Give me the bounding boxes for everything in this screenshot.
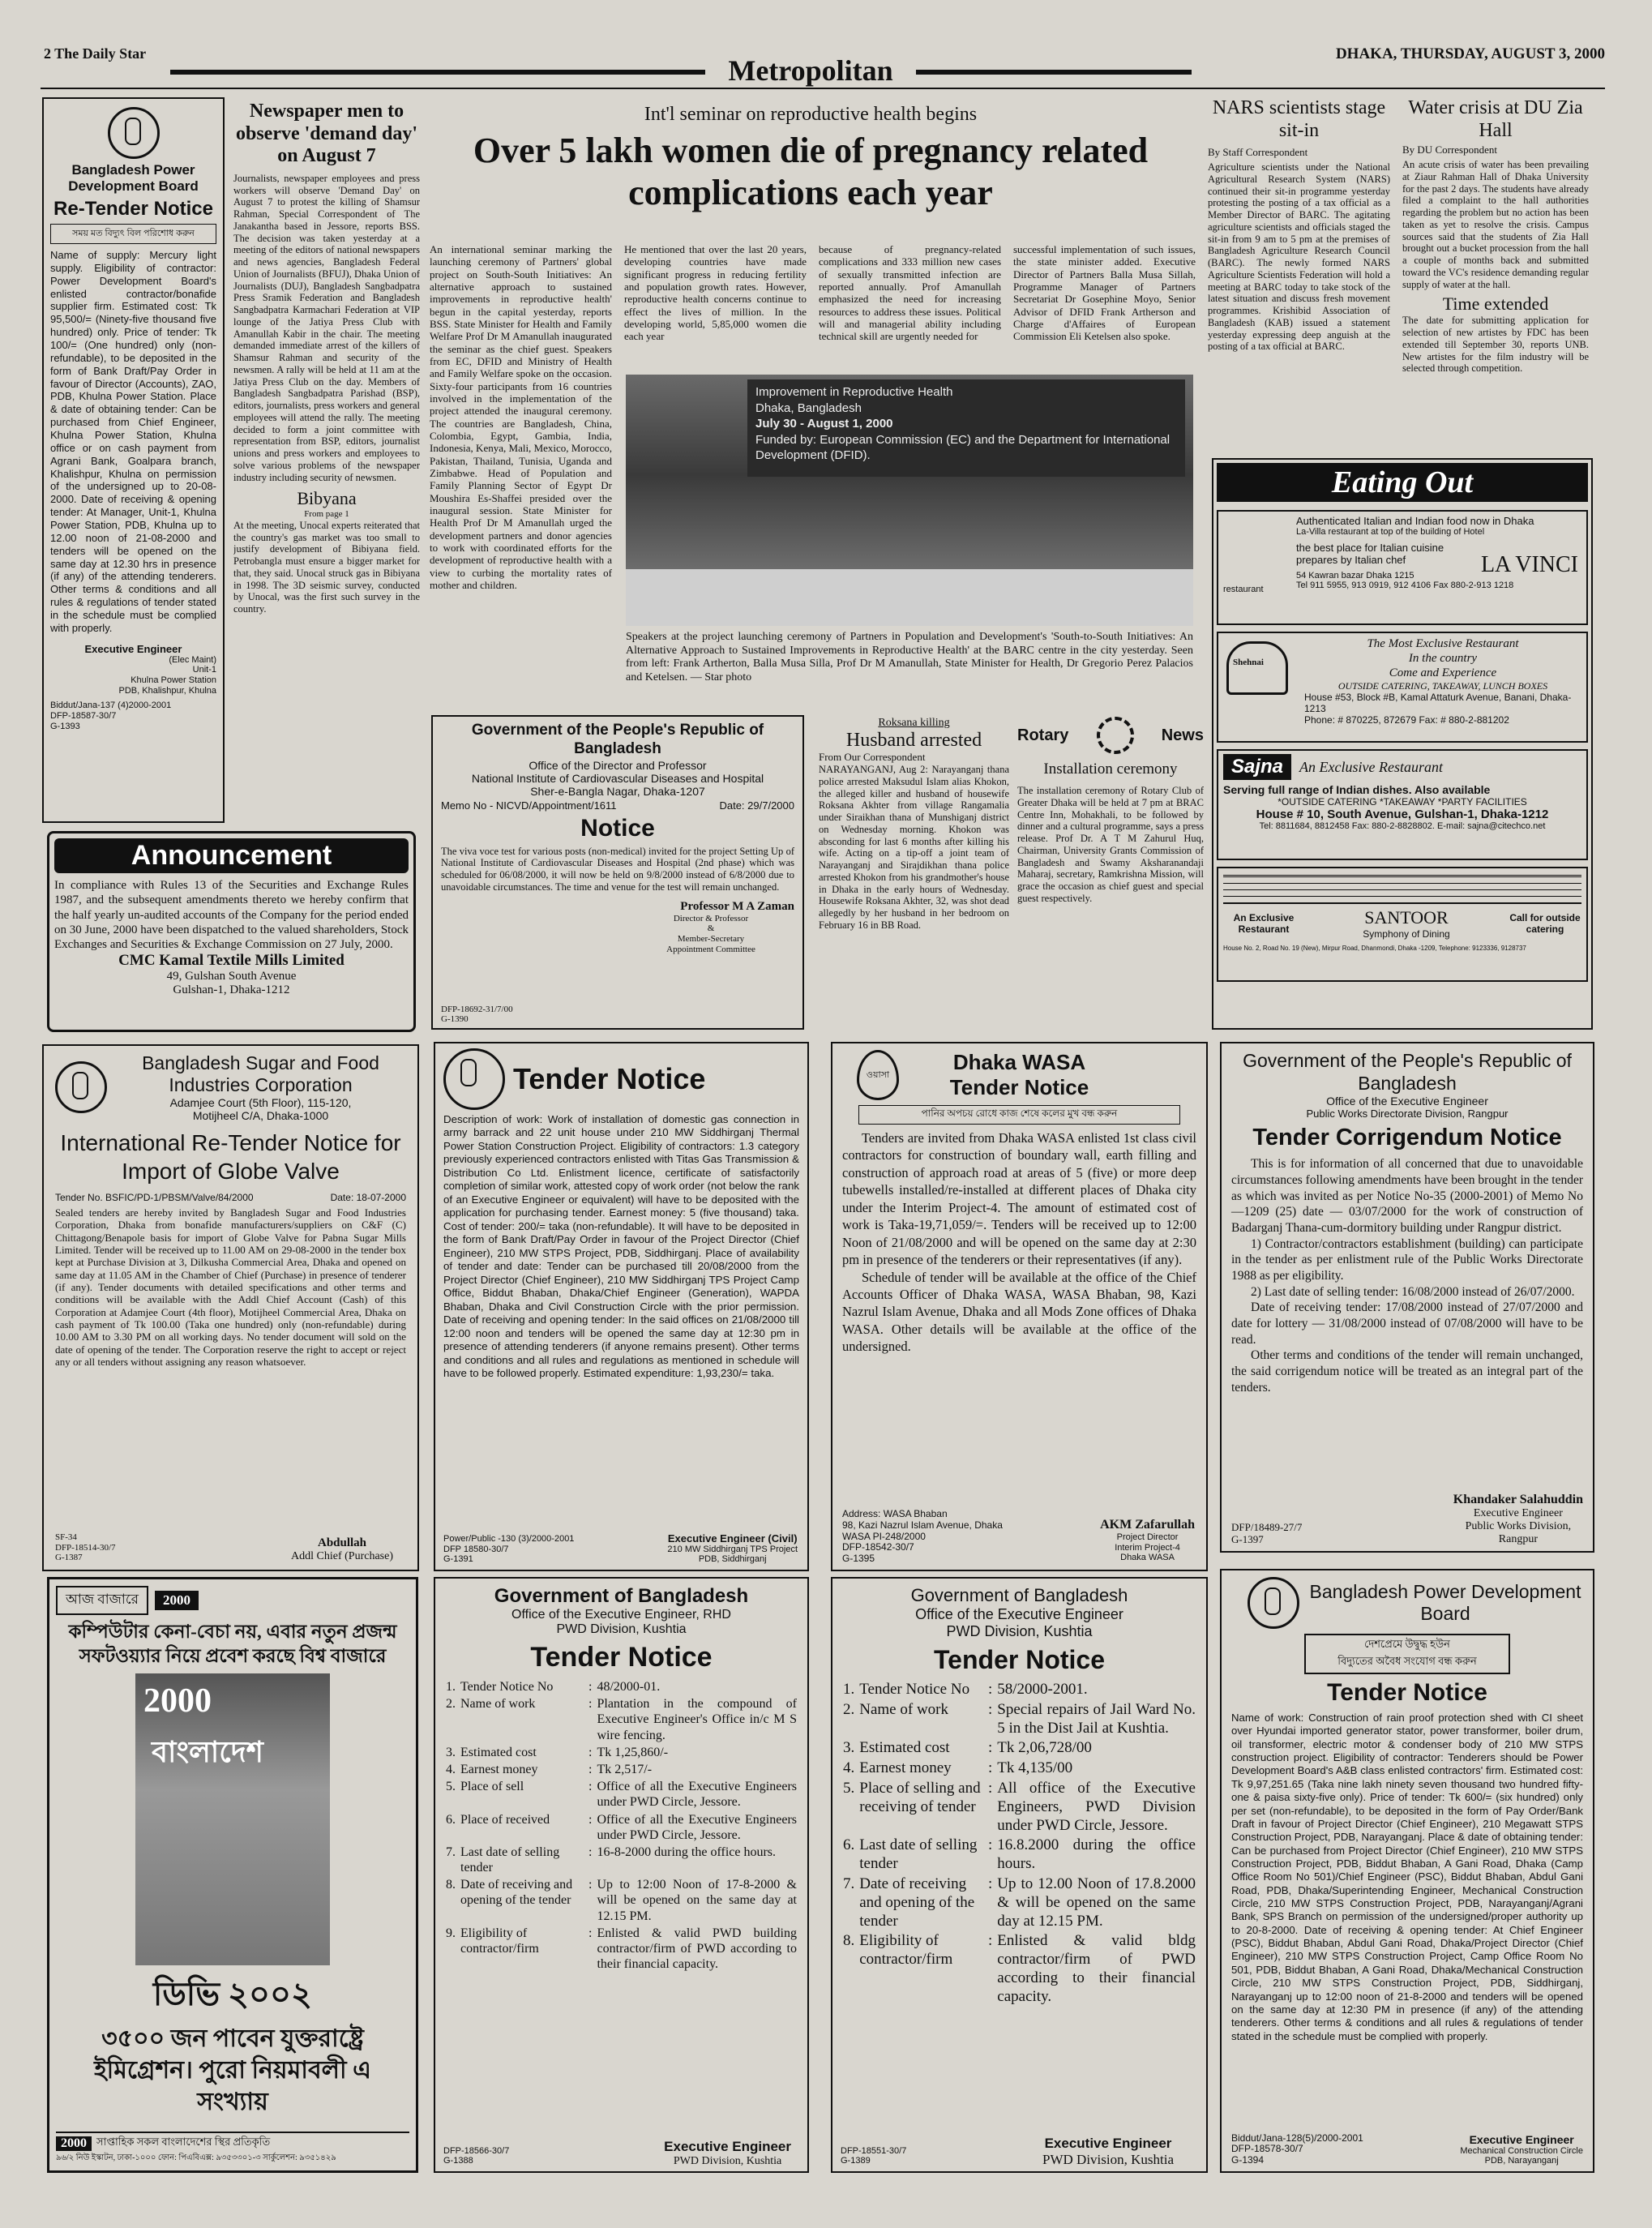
- kushtia-division: PWD Division, Kushtia: [556, 1622, 687, 1636]
- sign-line: Executive Engineer: [1473, 1507, 1563, 1519]
- sugar-date: Date: 18-07-2000: [330, 1192, 406, 1203]
- row-key: Date of receiving and opening of the tender: [460, 1878, 573, 1908]
- row-sep: :: [988, 1700, 993, 1718]
- wasa-address: Address: WASA Bhaban 98, Kazi Nazrul Islam Avenue, Dhaka WASA PI-248/2000 DFP-18542-30/7 G-1395: [842, 1508, 1003, 1565]
- lavinci-phone: Tel 911 5955, 913 0919, 912 4106 Fax 880-2-913 1218: [1296, 581, 1514, 590]
- ad-ref: DFP-18551-30/7 G-1389: [841, 2145, 907, 2166]
- nicvd-gov: Government of the People's Republic of Bangladesh: [471, 722, 764, 757]
- nars-byline: By Staff Correspondent: [1208, 146, 1308, 159]
- nars-headline: NARS scientists stage sit-in: [1212, 97, 1386, 141]
- lead-kicker: Int'l seminar on reproductive health begins: [644, 104, 978, 125]
- row-value: 58/2000-2001.: [997, 1681, 1088, 1698]
- lavinci-address: 54 Kawran bazar Dhaka 1215: [1296, 571, 1414, 581]
- sajna-line: Serving full range of Indian dishes. Also available: [1223, 783, 1491, 796]
- lead-headline: Over 5 lakh women die of pregnancy related complications each year: [473, 131, 1149, 212]
- sajna-phone: Tel: 8811684, 8812458 Fax: 880-2-8828802. E-mail: sajna@citechco.net: [1259, 821, 1546, 831]
- wasa-logo-text: ওয়াসা: [866, 1069, 890, 1080]
- announcement-company: CMC Kamal Textile Mills Limited: [118, 952, 345, 970]
- nicvd-sign-lines: [627, 914, 794, 955]
- sajna-ad: [1217, 749, 1588, 860]
- dateline: DHAKA, THURSDAY, AUGUST 3, 2000: [1335, 45, 1605, 62]
- kushtia-division: PWD Division, Kushtia: [946, 1623, 1093, 1639]
- row-key: Earnest money: [859, 1759, 952, 1777]
- magazine-cover: [135, 1673, 330, 1965]
- row-key: Place of selling and receiving of tender: [859, 1779, 981, 1815]
- sugar-addr: Motijheel C/A, Dhaka-1000: [192, 1109, 329, 1122]
- rotary-wheel-icon: [1097, 717, 1134, 754]
- shehnai-line: The Most Exclusive Restaurant: [1367, 637, 1519, 650]
- sugar-sign: Abdullah: [317, 1536, 367, 1549]
- bpdb-retender-ad: [42, 97, 225, 823]
- row-value: Plantation in the compound of Executive Engineer's Office in/c M S wire fencing.: [597, 1697, 797, 1742]
- row-value: Tk 2,06,728/00: [997, 1739, 1092, 1757]
- tender-row: [443, 1678, 799, 1695]
- kushtia-title: Tender Notice: [530, 1642, 713, 1673]
- sajna-address: House # 10, South Avenue, Gulshan-1, Dhaka-1212: [1256, 808, 1549, 821]
- cover-subtitle: বাংলাদেশ: [152, 1735, 263, 1768]
- sign-line: Interim Project-4: [1115, 1542, 1180, 1553]
- rangpur-para: This is for information of all concerned that due to unavoidable circumstances following amendments have been brought in the tender as which was invited as per Notice No-35 (2000-2001) of Memo No —1209 (25) date — 03/07/2000 for the work of construction of Badarganj Thana-cum-dormitory building under Rangpur district.: [1231, 1157, 1583, 1235]
- kushtia-gov: Government of Bangladesh: [910, 1585, 1128, 1605]
- lavinci-name: LA VINCI: [1480, 552, 1578, 577]
- santoor-address: House No. 2, Road No. 19 (New), Mirpur Road, Dhanmondi, Dhaka -1209, Telephone: 9123336, 9128737: [1223, 945, 1526, 952]
- row-number: 1.: [446, 1680, 456, 1694]
- kushtia-title: Tender Notice: [934, 1645, 1105, 1674]
- row-value: Special repairs of Jail Ward No. 5 in the Dist Jail at Kushtia.: [997, 1700, 1196, 1737]
- nicvd-body: The viva voce test for various posts (non-medical) invited for the project Setting Up of National Institute of Cardiovascular Diseases and Hospital (2nd phase) which was scheduled for 06/08/2000, it will now be held on 9/8/2000 instead of 6/8/2000 due to unavoidable circumstances. The time and venue for the test will remain unchanged.: [441, 845, 794, 893]
- row-sep: :: [588, 1745, 593, 1759]
- ad-ref: DFP/18489-27/7 G-1397: [1231, 1521, 1303, 1546]
- row-value: Enlisted & valid PWD building contractor/firm of PWD according to their financial capacity.: [597, 1926, 797, 1972]
- row-sep: :: [988, 1681, 993, 1698]
- row-key: Earnest money: [460, 1762, 538, 1776]
- row-sep: :: [588, 1878, 593, 1892]
- bsfic-logo-icon: [55, 1061, 107, 1113]
- row-sep: :: [988, 1759, 993, 1777]
- nicvd-sign: Professor M A Zaman: [680, 899, 794, 913]
- rangpur-para: Date of receiving tender: 17/08/2000 instead of 27/07/2000 and date for lottery — 31/08/2000 instead of 07/08/2000 will have to be read.: [1231, 1300, 1583, 1347]
- tender-row: [841, 1931, 1198, 2007]
- tender-row: [443, 1876, 799, 1925]
- eating-out-header: Eating Out: [1217, 463, 1588, 502]
- photo-banner: [747, 379, 1185, 477]
- rangpur-sign: Khandaker Salahuddin: [1453, 1493, 1583, 1506]
- sign-line: Appointment Committee: [666, 944, 755, 954]
- lavinci-tag: Authenticated Italian and Indian food now in Dhaka: [1296, 515, 1534, 527]
- sign-line: PWD Division, Kushtia: [673, 2155, 782, 2167]
- row-key: Estimated cost: [460, 1745, 537, 1759]
- row-sep: :: [988, 1932, 993, 1950]
- row-sep: :: [588, 1780, 593, 1794]
- ad-tag: আজ বাজারে: [56, 1586, 148, 1615]
- sign-line: 210 MW Siddhirganj TPS Project: [667, 1544, 798, 1554]
- row-value: All office of the Executive Engineers, PWD Division under PWD Circle, Jessore.: [997, 1779, 1196, 1834]
- tender-row: [443, 1744, 799, 1761]
- ad-ref: Biddut/Jana-137 (4)2000-2001 DFP-18587-30/7 G-1393: [50, 701, 172, 731]
- rotary-title: Installation ceremony: [1043, 761, 1178, 778]
- shehnai-brand: Shehnai: [1233, 658, 1264, 667]
- sajna-tag: An Exclusive Restaurant: [1299, 758, 1443, 775]
- row-number: 7.: [843, 1875, 855, 1892]
- nars-body: Agriculture scientists under the National Agricultural Research System (NARS) continued their sit-in programme yesterday protesting the posting of a tax official as a Member Director of BARC. The agitating agriculture scientists and officials staged the sit-in from 9 am to 5 pm at the premises of Bangladesh Agriculture Research Council (BARC). The newly formed NARS Agriculture Scientists Federation will hold a meeting at BARC today to take stock of the latest situation and discuss fresh movement programmes. Krishibid Association of Bangladesh (KAB) issued a statement yesterday expressing deep anguish at the posting of a tax official at BARC.: [1208, 161, 1390, 353]
- row-number: 7.: [446, 1845, 456, 1859]
- banner-line: July 30 - August 1, 2000: [755, 417, 893, 431]
- titas-sign: Executive Engineer (Civil): [667, 1532, 798, 1545]
- row-value: Tk 4,135/00: [997, 1759, 1073, 1777]
- row-number: 8.: [843, 1932, 855, 1950]
- sign-line: Unit-1: [192, 665, 216, 675]
- roksana-byline: From Our Correspondent: [819, 751, 926, 764]
- row-key: Tender Notice No: [460, 1680, 554, 1694]
- wasa-body-2: Schedule of tender will be available at the office of the Chief Accounts Officer of Dhaka WASA, WASA Bhaban, 98, Kazi Nazrul Islam Avenue, Dhaka and all Mods Zone offices of Dhaka WASA. Other details will be available at the office of the undersigned.: [842, 1269, 1196, 1355]
- titas-tender: [434, 1042, 809, 1571]
- footer-address: ৯৬/২ নিউ ইস্কাটন, ঢাকা-১০০০ ফোন: পিএবিএক্স: ৯৩৫৩৩০১-৩ সার্কুলেশন: ৯৩৫১৪২৯: [56, 2153, 336, 2162]
- tender-row: [443, 1811, 799, 1844]
- row-number: 2.: [446, 1697, 456, 1712]
- tender-row: [443, 1778, 799, 1810]
- roksana-kicker: Roksana killing: [878, 717, 950, 729]
- row-sep: :: [588, 1926, 593, 1940]
- wasa-bengali: পানির অপচয় রোধে কাজ শেষে কলের মুখ বন্ধ করুন: [858, 1105, 1180, 1125]
- kushtia-rhd-tender: [434, 1577, 809, 2173]
- sugar-org: Industries Corporation: [169, 1074, 353, 1095]
- sign-line: Dhaka WASA: [1120, 1553, 1175, 1563]
- ajker-dv-headline: ডিভি ২০০২: [152, 1975, 313, 2012]
- sign-line: Public Works Division,: [1465, 1520, 1572, 1532]
- row-value: Office of all the Executive Engineers under PWD Circle, Jessore.: [597, 1780, 797, 1810]
- bpdb-logo-icon: [108, 107, 160, 159]
- shehnai-tagline: [1304, 636, 1581, 692]
- shehnai-address: House #53, Block #B, Kamal Attaturk Avenue, Banani, Dhaka-1213: [1304, 692, 1572, 715]
- row-value: 16.8.2000 during the office hours.: [997, 1836, 1196, 1873]
- row-key: Last date of selling tender: [460, 1845, 560, 1875]
- sign-line: Director & Professor: [673, 913, 749, 923]
- kushtia-pwd-tender: [831, 1577, 1208, 2173]
- wasa-tender: [831, 1042, 1208, 1571]
- sign-line: PDB, Narayanganj: [1484, 2156, 1559, 2166]
- bpdb-tender-body: Name of work: Construction of rain proof protection shed with CI sheet over Hyundai imported generator stator, power transformer, boiler drum, oil transformer, electric motor & condenser body of 210 MW STPS construction project. Eligibility of contractor: Tenderers should be Power Development Board's A&B class enlisted contractors' firm. Estimated cost: Tk 9,97,251.65 (Taka nine lakh ninety seven thousand two hundred fifty-one & paisa sixty-five only). Price of tender: Tk 600/= (six hundred) only per set (non-refundable), to be deposited in the form of Pay Order/Bank Draft in favour of Project Director (Chief Engineer), 210 Megawatt STPS Construction Project, PDB, Narayanganj. Place & date of obtaining tender: Can be purchased from Project Director (Chief Engineer), 210 MW STPS Construction Project, PDB, Biddut Bhaban, A Gani Road, Dhaka (Camp Office Room No 501)/Chief Engineer (PSC), Biddut Bhaban, Abdul Gani Road, PDB, Dhaka/Superintending Engineer, Mechanical Construction Circle, 210 MW STPS Construction Project, PDB, Narayanganj/Agrani Bank, SPS Branch on permission of the undersigned/proper authority up to 20-8-2000. Date of receiving & opening tender: At Chief Engineer (PSC), Biddut Bhaban, Abdul Gani Road, Dhaka/Project Director (Chief Engineer), 210 MW STPS Construction Project, Camp Office Room No 501, PDB, Biddut Bhaban, A Gani Road, Dhaka/Mechanical Construction Circle, 210 MW STPS Construction Project, PDB, Siddhirganj, Narayanganj up to 12:00 noon of 21-8-2000 and tenders will be opened on the same day at 12:30 PM in presence (if any) of the attending tenderers. Other terms & conditions and all rules & regulations of tender stated in the schedule must be complied with properly.: [1231, 1712, 1583, 2042]
- nicvd-title: Notice: [580, 814, 655, 842]
- water-headline: Water crisis at DU Zia Hall: [1408, 97, 1583, 141]
- bpdb-bengali-box: [1304, 1634, 1510, 1674]
- tender-row: [841, 1875, 1198, 1931]
- sign-line: Rangpur: [1498, 1533, 1538, 1545]
- tender-row: [841, 1700, 1198, 1739]
- nicvd-date: Date: 29/7/2000: [719, 799, 794, 812]
- sign-line: Khulna Power Station: [131, 675, 216, 686]
- rotary-body: The installation ceremony of Rotary Club of Greater Dhaka will be held at 7 pm at BRAC Centre Inn, Mohakhali, to be followed by dinner and a cultural programme, says a press release. Prof Dr. A T M Zahurul Huq, Chairman, University Grants Commission of Bangladesh and Swamy Aksharanandaji Maharaj, secretary, Ramkrishna Mission, will grace the occasion as chief guest and special guest respectively.: [1017, 785, 1204, 904]
- newspaper-men-article: [233, 101, 420, 822]
- row-number: 4.: [446, 1762, 456, 1776]
- tender-row: [841, 1738, 1198, 1759]
- sajna-brand: Sajna: [1223, 754, 1291, 780]
- titas-title: Tender Notice: [513, 1062, 706, 1095]
- row-number: 5.: [843, 1779, 855, 1797]
- rangpur-office: Office of the Executive Engineer: [1326, 1095, 1488, 1108]
- sugar-tender: [42, 1044, 419, 1571]
- article-body: Journalists, newspaper employees and press workers will observe 'Demand Day' on August 7 to protest the killing of Shamsur Rahman, Special Correspondent of The Janakantha based in Jessore, reports BSS. The decision was taken yesterday at a meeting of the editors of national newspapers and news agencies, Bangladesh Federal Union of Journalists (BFUJ), Dhaka Union of Journalists (DUJ), Bangladesh Sangbadpatra Press Sramik Federation and Bangladesh Sangbadpatra Karmachari Federation at VIP lounge of the Jatiya Press Club with Amanullah Kabir in the chair. The meeting demanded immediate arrest of the killers of Shamsur Rahman and security of the newsmen. A rally will be held at 11 am at the Jatiya Press Club on the day. Members of Bangladesh Sangbadpatra Parishad (BSP), editors, journalists, press workers and general employees will attend the rally. The meeting decided to form a joint committee with representation from BSP, editors, journalist unions and press workers and employees to solve various problems of the newspaper industry including security of newsmen.: [233, 172, 420, 483]
- row-key: Name of work: [859, 1700, 948, 1718]
- announcement-body: In compliance with Rules 13 of the Securities and Exchange Rules 1987, and the subsequent amendments thereto we hereby confirm that the half yearly un-audited accounts of the Company for the period ended on 30 June, 2000 have been dispatched to the valued shareholders, Stock Exchanges and Securities & Exchange Commission on 27 July, 2000.: [54, 879, 409, 952]
- wasa-subtitle: Tender Notice: [949, 1075, 1089, 1099]
- rotary-left: Rotary: [1017, 726, 1069, 744]
- shehnai-logo-icon: [1226, 641, 1288, 695]
- bengali-line: বিদ্যুতের অবৈধ সংযোগ বন্ধ করুন: [1337, 1655, 1477, 1667]
- bpdb-org: Bangladesh Power Development Board: [68, 162, 199, 194]
- rotary-right: News: [1161, 726, 1204, 744]
- row-value: Up to 12:00 Noon of 17-8-2000 & will be opened on the same day at 12.15 PM.: [597, 1878, 797, 1923]
- shehnai-ad: [1217, 632, 1588, 743]
- wasa-body-1: Tenders are invited from Dhaka WASA enlisted 1st class civil contractors for construction of boundary wall, earth filling and construction of approach road at areas of 5 (five) or more deep tubewells installed/re-installed at different places of Dhaka city under the Interim Project-4. The amount of estimated cost of work is Taka-19,71,059/=. Tenders will be received up to 12:00 Noon of 21/08/2000 and will be opened on the same day at 2:30 pm in presence of the tenderers or their representatives (if any).: [842, 1130, 1196, 1268]
- nicvd-inst: National Institute of Cardiovascular Diseases and Hospital: [471, 771, 764, 785]
- sugar-body: Sealed tenders are hereby invited by Bangladesh Sugar and Food Industries Corporation, Dhaka from bonafide manufacturers/suppliers on C&F (C) Chittagong/Benapole basis for import of Globe Valve for Pabna Sugar Mills Limited. Tender will be received up to 11.00 AM on 29-08-2000 in the tender box kept at Purchase Division at 3, Dilkusha Commercial Area, Dhaka and opened on same day at 11.05 AM in the Chamber of Chief (Purchase) in presence of tenderer (if any). Tender documents with detailed specifications and other terms and conditions will be available with the Addl Chief Account (Cash) of this Corporation at Adamjee Court (4th floor), Motijheel Commercial Area, Dhaka on cash payment of Tk 100.00 (Taka one hundred) only (non-refundable) during 10.00 AM to 3.30 PM on all working days. No tender document will sold on the date of opening of the tender. The Corporation reserve the right to accept or reject any or all tenders without assigning any reason whatsoever.: [55, 1206, 406, 1368]
- row-value: 16-8-2000 during the office hours.: [597, 1845, 777, 1859]
- lead-col-4: successful implementation of such issues, the state minister added. Executive Director of Partners Balla Musa Sillah, Programme Manager of Partners Secretariat Dr Gosephine Moyo, Senior Advisor of DFID Frank Artherson and Charge d'Affaires of European Commission Eli Ketelsen also spoke.: [1013, 243, 1196, 343]
- rangpur-gov: Government of the People's Republic of Bangladesh: [1243, 1050, 1572, 1094]
- row-sep: :: [988, 1875, 993, 1892]
- shehnai-line: OUTSIDE CATERING, TAKEAWAY, LUNCH BOXES: [1337, 680, 1548, 692]
- tender-row: [841, 1779, 1198, 1836]
- tender-row: [841, 1836, 1198, 1875]
- sugar-title: International Re-Tender Notice for Import of Globe Valve: [60, 1130, 401, 1184]
- article-headline: Newspaper men to observe 'demand day' on August 7: [235, 101, 417, 167]
- sugar-addr: Adamjee Court (5th Floor), 115-120,: [169, 1096, 352, 1109]
- bpdb-bengali-banner: সময় মত বিদ্যুৎ বিল পরিশোধ করুন: [50, 224, 216, 244]
- footer-2000: 2000: [56, 2136, 92, 2151]
- row-sep: :: [588, 1812, 593, 1827]
- row-sep: :: [588, 1680, 593, 1694]
- bibyana-body: At the meeting, Unocal experts reiterated that the country's gas market was too small to justify development of Bibiyana field. Petrobangla must ensure a bigger market for that, they said. Unocal struck gas in Bibiyana in 1998. The 3D seismic survey, conducted by Unocal, was the first such survey in the country.: [233, 519, 420, 615]
- sign-line: Member-Secretary: [677, 933, 745, 944]
- tender-table: [841, 1680, 1198, 2007]
- rotary-header: [1017, 717, 1204, 754]
- kushtia-sign: Executive Engineer: [664, 2139, 791, 2154]
- row-sep: :: [588, 1697, 593, 1712]
- sign-line: &: [707, 923, 715, 934]
- banner-line: Funded by: European Commission (EC) and the Department for International Development (DFID).: [755, 432, 1171, 462]
- ad-ref: SF-34 DFP-18514-30/7 G-1387: [55, 1532, 116, 1563]
- wasa-title: Dhaka WASA: [952, 1050, 1086, 1074]
- ajker-dv-subheadline: ৩৫০০ জন পাবেন যুক্তরাষ্ট্রে ইমিগ্রেশন। পুরো নিয়মাবলী এ সংখ্যায়: [94, 2024, 371, 2115]
- tender-row: [443, 1925, 799, 1973]
- sign-line: Mechanical Construction Circle: [1460, 2145, 1583, 2156]
- section-title: Metropolitan: [728, 54, 893, 87]
- roksana-article: [819, 717, 1009, 1029]
- water-article: [1402, 97, 1589, 454]
- row-sep: :: [988, 1739, 993, 1757]
- sign-line: PDB, Khalishpur, Khulna: [118, 685, 216, 696]
- row-number: 2.: [843, 1700, 855, 1718]
- pwd-rangpur-notice: [1220, 1042, 1594, 1553]
- ad-ref: DFP-18692-31/7/00 G-1390: [441, 1004, 513, 1025]
- lavinci-ad: [1217, 510, 1588, 625]
- water-byline: By DU Correspondent: [1402, 144, 1497, 156]
- time-extended-headline: Time extended: [1442, 293, 1549, 315]
- row-key: Tender Notice No: [859, 1681, 970, 1698]
- lead-col-3: because of pregnancy-related complications and 333 million new cases of sexually transmitted infection are reported annually. Prof Amanullah emphasized the need for increasing resources to address these issues. Political will and managerial ability including technical skill are urgently needed for: [819, 243, 1001, 343]
- banner-line: Improvement in Reproductive Health: [755, 385, 953, 399]
- row-key: Estimated cost: [859, 1739, 950, 1757]
- bpdb-org: Bangladesh Power Development Board: [1309, 1581, 1581, 1624]
- rotary-article: [1017, 717, 1204, 1029]
- row-number: 1.: [843, 1681, 855, 1698]
- pdb-logo-icon: [443, 1048, 505, 1110]
- rangpur-title: Tender Corrigendum Notice: [1252, 1125, 1562, 1151]
- tender-row: [841, 1680, 1198, 1700]
- ad-ref: Power/Public -130 (3)/2000-2001 DFP 18580-30/7 G-1391: [443, 1534, 575, 1565]
- row-key: Date of receiving and opening of the tender: [859, 1875, 975, 1930]
- ad-ref: Biddut/Jana-128(5)/2000-2001 DFP-18578-30/7 G-1394: [1231, 2132, 1363, 2166]
- row-key: Name of work: [460, 1697, 536, 1712]
- santoor-left: An Exclusive Restaurant: [1233, 912, 1295, 935]
- santoor-sub: Symphony of Dining: [1363, 928, 1450, 940]
- row-sep: :: [588, 1762, 593, 1776]
- nicvd-office: Office of the Director and Professor: [529, 758, 707, 772]
- rangpur-para: 1) Contractor/contractors establishment (building) can participate in the tender as per enlistment rule of the Public Works Directorate 1988 as per eligibility.: [1231, 1236, 1583, 1283]
- row-number: 8.: [446, 1878, 456, 1892]
- lead-photo: [626, 375, 1193, 626]
- sign-line: PWD Division, Kushtia: [1042, 2152, 1174, 2167]
- announcement-header: Announcement: [54, 838, 409, 873]
- bpdb-retender-title: Re-Tender Notice: [53, 198, 213, 220]
- titas-body: Description of work: Work of installation of domestic gas connection in army barrack and 22 unit house under 210 MW Siddhirganj Thermal Power Station Construction Project. Eligibility of contractors: 1.3 category previously experienced contractors enlisted with Titas Gas Transmission & Distribution Co Ltd. Enlistment licence, certificate of satisfactorily completion of similar work, attested copy of work order (not below the rank of an Executive Engineer or equivalent) will have to be deposited with the application for purchasing tender. Earnest money: 5 (five thousand) taka. Cost of tender: 200/= taka (non-refundable). It will have to be deposited in the form of Bank Draft/Pay Order in favour of the Project Director (Chief Engineer), 210 MW STPS Project, PDB, Siddhirganj. Place of availability of tender and date: Tender can be purchased till 20/08/2000 from the Project Director (Chief Engineer), 210 MW Siddhirganj TPS Project Camp Office, Biddut Bhaban, Dhaka/Chief Engineer (Generation), WAPDA Bhaban, Dhaka and Civil Construction Circle with the prior permission. Date of receiving and opening tender: In the said offices on 21/08/2000 till 12:00 noon and tenders will be opened the same day at 12:30 pm in presence of attending tenderers (if anyone remains present). Other terms and conditions and all rules and regulations as mentioned in schedule will have to be followed properly. Estimated expenditure: 1,93,230/= taka.: [443, 1113, 799, 1380]
- bpdb-logo-icon: [1248, 1577, 1299, 1629]
- bpdb-signatory: Executive Engineer: [84, 642, 182, 655]
- row-number: 6.: [843, 1836, 855, 1854]
- bpdb-retender-body: Name of supply: Mercury light supply. Eligibility of contractor: Power Development Board's enlisted contractor/bonafide supplier firm. Estimated cost: Tk 95,500/= (Ninety-five thousand five hundred) only. Price of tender: Tk 100/= (One hundred) only (non-refundable), to be deposited in the form of Bank Draft/Pay Order in favour of Director (Accounts), ZAO, PDB, Khulna Power Station. Place & date of obtaining tender: Can be purchased from Chief Engineer, Khulna Power Station, Khulna office or on cash payment from Agrani Bank, Goalpara branch, Khalishpur, Khulna on permission of the undersigned up to 20-08-2000. Date of receiving & opening tender: At Manager, Unit-1, Khulna Power Station, PDB, Khulna up to 12.00 noon of 21-08-2000 and tenders will be opened on the same day at 12.30 hrs in presence (if any) of the attending tenderers. Other terms & conditions and all rules & regulations of tender stated in the schedule must be complied with properly.: [50, 249, 216, 634]
- roksana-headline: Husband arrested: [845, 730, 982, 752]
- sajna-line: *OUTSIDE CATERING *TAKEAWAY *PARTY FACILITIES: [1278, 796, 1527, 808]
- bpdb-tender-title: Tender Notice: [1327, 1679, 1487, 1706]
- row-sep: :: [588, 1845, 593, 1859]
- lead-col-2: He mentioned that over the last 20 years, developing countries have made significant progress in reducing fertility and population growth rates. However, reproductive health concerns continue to effect the lives of million. In the developing world, 5,85,000 women die each year: [624, 243, 807, 343]
- announcement-ad: [47, 831, 416, 1032]
- rangpur-para: Other terms and conditions of the tender will remain unchanged, the said corrigendum notice will be treated as an integral part of the tenders.: [1231, 1348, 1583, 1395]
- tender-row: [443, 1844, 799, 1876]
- lavinci-restaurant: restaurant: [1223, 585, 1264, 594]
- water-body: An acute crisis of water has been prevailing at Ziaur Rahman Hall of Dhaka University for the past 2 days. The students have already filed a complaint to the hall authorities regarding the problem but no action has been taken as yet to resolve the crisis. Campus sources said that the students of Zia Hall brought out a bucket procession from the hall a couple of months back and submitted toward the VC's residence demanding regular supply of water at the hall.: [1402, 159, 1589, 290]
- roksana-body: NARAYANGANJ, Aug 2: Narayanganj thana police arrested Maksudul Islam alias Khokon, the alleged killer and husband of housewife Roksana Akhter from village Rangamalia under Siraikhan thana of Munshiganj district on Wednesday morning. Khokon was absconding for last 6 months after killing his wife. Acting on a tip-off a joint team of Narayanganj and Sirajdikhan thana police arrested Khokon from his grandmother's house in Dhaka in the early hours of Wednesday. Housewife Roksana Akhter, 32, was shot dead allegedly by her husband in her bedroom on February 16 in BB Road.: [819, 764, 1009, 931]
- sugar-tender-no: Tender No. BSFIC/PD-1/PBSM/Valve/84/2000: [55, 1192, 254, 1203]
- ad-ref: DFP-18566-30/7 G-1388: [443, 2145, 510, 2166]
- kushtia-office: Office of the Executive Engineer, RHD: [511, 1608, 731, 1622]
- ad-tag-2000: 2000: [155, 1591, 199, 1610]
- cover-title: 2000: [143, 1682, 212, 1720]
- row-value: Office of all the Executive Engineers under PWD Circle, Jessore.: [597, 1812, 797, 1842]
- eating-out-section: [1212, 458, 1593, 1030]
- nicvd-addr: Sher-e-Bangla Nagar, Dhaka-1207: [530, 784, 705, 798]
- footer-tagline: সাপ্তাহিক সকল বাংলাদেশের স্থির প্রতিকৃতি: [96, 2136, 271, 2148]
- bengali-line: দেশপ্রেমে উদ্বুদ্ধ হউন: [1364, 1638, 1450, 1650]
- rangpur-para: 2) Last date of selling tender: 16/08/2000 instead of 26/07/2000.: [1251, 1284, 1575, 1299]
- row-number: 5.: [446, 1780, 456, 1794]
- banner-line: Dhaka, Bangladesh: [755, 401, 862, 415]
- lead-photo-caption: Speakers at the project launching ceremony of Partners in Population and Development's 'South-to-South Initiatives: An Alternative Approach to Sustained Improvements in Reproductive Health' at the BARC centre in the city yesterday. Seen from left: Frank Artherton, Balla Musa Silla, Prof Dr M Amanullah, State Minister for Health, Dr Gregorio Perez Palacios and Ketelsen. — Star photo: [626, 631, 1193, 683]
- tender-row: [443, 1761, 799, 1778]
- row-number: 9.: [446, 1926, 456, 1940]
- bibyana-headline: Bibyana: [297, 488, 357, 509]
- bpdb-tender: [1220, 1569, 1594, 2173]
- ajker-bazar-ad: [47, 1577, 418, 2173]
- page-label: 2 The Daily Star: [44, 45, 147, 62]
- shehnai-phone: Phone: # 870225, 872679 Fax: # 880-2-881202: [1304, 714, 1509, 726]
- time-extended-body: The date for submitting application for selection of new artistes by FDC has been extended till September 30, reports UNB. New artistes for the film industry will be selected through competition.: [1402, 315, 1589, 375]
- bibyana-jump: From page 1: [304, 509, 349, 520]
- row-key: Place of received: [460, 1812, 550, 1827]
- photo-table: [626, 569, 1193, 626]
- tender-table: [443, 1678, 799, 1973]
- santoor-music-icon: [1223, 875, 1581, 904]
- row-key: Last date of selling tender: [859, 1836, 978, 1873]
- bpdb-sign: Executive Engineer: [1469, 2132, 1574, 2146]
- santoor-right: Call for outside catering: [1509, 912, 1581, 935]
- kushtia-gov: Government of Bangladesh: [494, 1585, 749, 1607]
- nicvd-notice: [431, 715, 804, 1030]
- lead-col-1: An international seminar marking the launching ceremony of Partners' global project on South-South Initiatives: An alternative approach to sustained improvements in reproductive health' begun in the capital yesterday, reports BSS. State Minister for Health and Family Welfare Prof Dr M Amanullah inaugurated the seminar as the chief guest. Speakers from EC, DFID and Ministry of Health and Family Welfare spoke on the occasion. Sixty-four participants from 16 countries involved in the implementation of the project attended the inaugural ceremony. The countries are Bangladesh, China, Colombia, Egypt, Gambia, India, Indonesia, Kenya, Mali, Mexico, Morocco, Pakistan, Thailand, Tunisia, Uganda and Zimbabwe. Head of Population and Family Planning Sector of Egypt Dr Moushira Es-Shaffei presided over the inaugural session. State Minister for Health Prof Dr M Amanullah urged the development partners and donor agencies to work with coordinated efforts for the development of reproductive health with a view to curbing the mortality rates of mother and children.: [430, 243, 612, 591]
- sugar-sign-title: Addl Chief (Purchase): [291, 1550, 393, 1562]
- row-sep: :: [988, 1836, 993, 1854]
- kushtia-office: Office of the Executive Engineer: [915, 1606, 1123, 1622]
- sign-line: (Elec Maint): [169, 654, 216, 665]
- row-number: 6.: [446, 1812, 456, 1827]
- sign-line: PDB, Siddhirganj: [698, 1554, 767, 1565]
- sign-line: Project Director: [1116, 1532, 1179, 1543]
- tender-row: [841, 1759, 1198, 1779]
- row-sep: :: [988, 1779, 993, 1797]
- lavinci-sub: La-Villa restaurant at top of the building of Hotel: [1296, 527, 1485, 537]
- row-value: Tk 1,25,860/-: [597, 1745, 669, 1759]
- row-key: Place of sell: [460, 1780, 524, 1794]
- row-number: 3.: [843, 1739, 855, 1757]
- lavinci-best: the best place for Italian cuisine prepares by Italian chef: [1296, 542, 1444, 566]
- row-key: Eligibility of contractor/firm: [460, 1926, 539, 1956]
- kushtia-sign: Executive Engineer: [1044, 2136, 1172, 2151]
- santoor-brand: SANTOOR: [1364, 907, 1449, 928]
- sugar-org: Bangladesh Sugar and Food: [142, 1052, 379, 1073]
- santoor-ad: [1217, 867, 1588, 982]
- ajker-headline: কম্পিউটার কেনা-বেচা নয়, এবার নতুন প্রজন্ম সফটওয়্যার নিয়ে প্রবেশ করছে বিশ্ব বাজারে: [68, 1622, 397, 1666]
- nars-article: [1208, 97, 1390, 454]
- row-value: 48/2000-01.: [597, 1680, 661, 1694]
- wasa-sign: AKM Zafarullah: [1100, 1518, 1195, 1532]
- row-number: 3.: [446, 1745, 456, 1759]
- shehnai-line: In the country: [1408, 652, 1478, 665]
- row-key: Eligibility of contractor/firm: [859, 1932, 953, 1969]
- announcement-addr: Gulshan-1, Dhaka-1212: [173, 983, 290, 997]
- row-number: 4.: [843, 1759, 855, 1777]
- rangpur-division: Public Works Directorate Division, Rangpur: [1306, 1108, 1509, 1120]
- nicvd-memo: Memo No - NICVD/Appointment/1611: [441, 799, 617, 812]
- row-value: Tk 2,517/-: [597, 1762, 653, 1776]
- bpdb-sign-lines: [50, 655, 216, 696]
- announcement-addr: 49, Gulshan South Avenue: [166, 970, 297, 983]
- shehnai-line: Come and Experience: [1389, 666, 1497, 679]
- tender-row: [443, 1695, 799, 1744]
- row-value: Up to 12.00 Noon of 17.8.2000 & will be opened on the same day at 12.15 PM.: [997, 1875, 1196, 1930]
- row-value: Enlisted & valid bldg contractor/firm of PWD according to their financial capacity.: [997, 1932, 1196, 2005]
